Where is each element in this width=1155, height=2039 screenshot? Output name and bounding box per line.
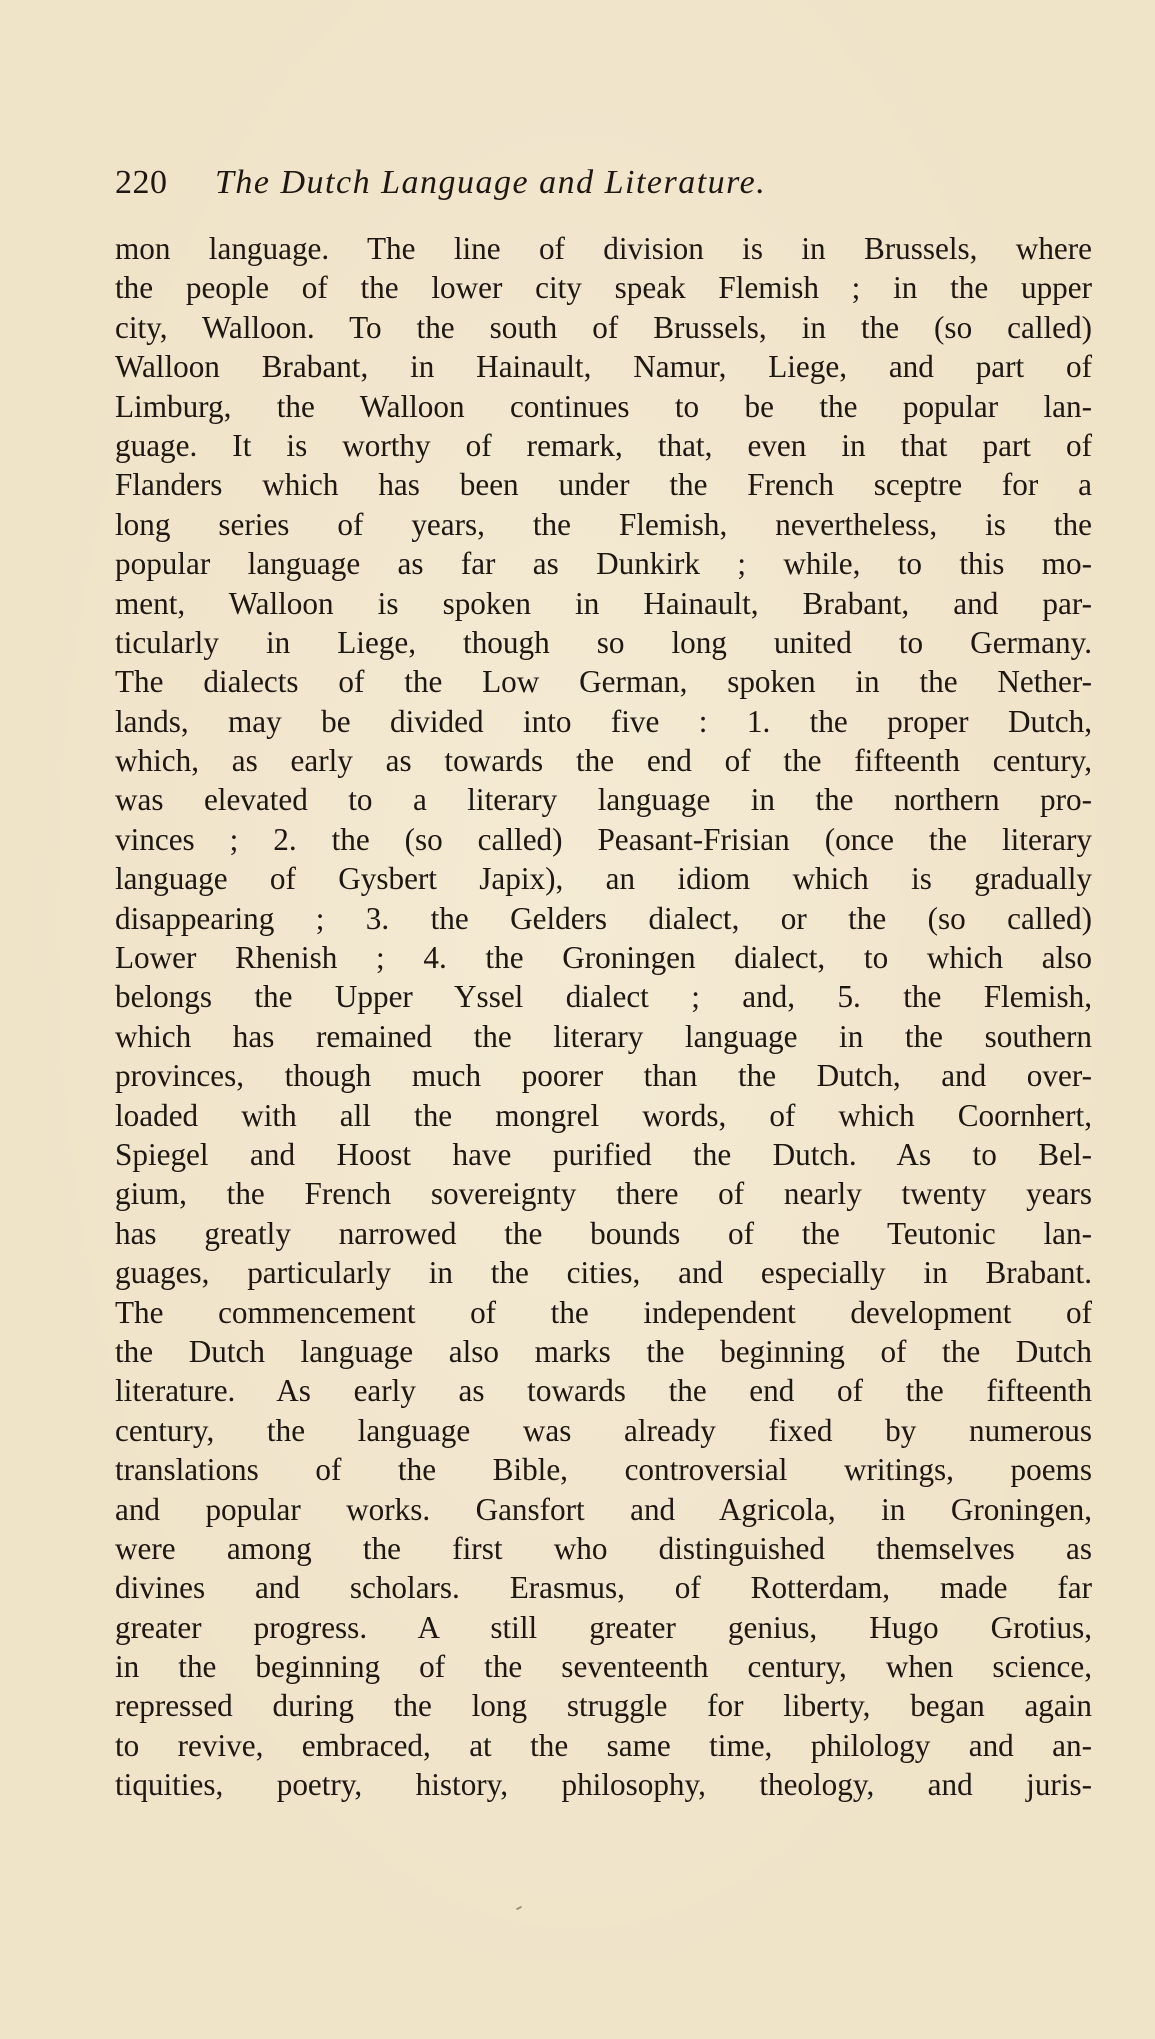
text-line: were among the first who distinguished themselves as xyxy=(115,1530,1092,1566)
text-line: Walloon Brabant, in Hainault, Namur, Liege, and part of xyxy=(115,349,1092,385)
text-line: to revive, embraced, at the same time, philology and an- xyxy=(115,1727,1092,1763)
text-line: vinces ; 2. the (so called) Peasant-Frisian (once the literary xyxy=(115,821,1092,857)
text-line: belongs the Upper Yssel dialect ; and, 5. the Flemish, xyxy=(115,979,1092,1015)
text-line: popular language as far as Dunkirk ; while, to this mo- xyxy=(115,546,1092,582)
text-line: mon language. The line of division is in Brussels, where xyxy=(115,231,1092,266)
text-line: century, the language was already fixed by numerous xyxy=(115,1412,1092,1448)
text-line: Flanders which has been under the French sceptre for a xyxy=(115,467,1092,503)
text-line: lands, may be divided into five : 1. the proper Dutch, xyxy=(115,703,1092,739)
text-line: tiquities, poetry, history, philosophy, theology, and juris- xyxy=(115,1767,1092,1803)
text-line: Spiegel and Hoost have purified the Dutch. As to Bel- xyxy=(115,1136,1092,1172)
text-line: guage. It is worthy of remark, that, even in that part of xyxy=(115,427,1092,463)
text-line: which has remained the literary language in the southern xyxy=(115,1018,1092,1054)
text-line: has greatly narrowed the bounds of the Teutonic lan- xyxy=(115,1215,1092,1251)
text-line: the people of the lower city speak Flemish ; in the upper xyxy=(115,270,1092,306)
text-line: gium, the French sovereignty there of nearly twenty years xyxy=(115,1176,1092,1212)
text-line: which, as early as towards the end of the fifteenth century, xyxy=(115,743,1092,779)
text-line: greater progress. A still greater genius, Hugo Grotius, xyxy=(115,1609,1092,1645)
text-line: the Dutch language also marks the beginning of the Dutch xyxy=(115,1333,1092,1369)
text-line: city, Walloon. To the south of Brussels, in the (so called) xyxy=(115,309,1092,345)
text-line: language of Gysbert Japix), an idiom which is gradually xyxy=(115,861,1092,897)
text-line: repressed during the long struggle for liberty, began again xyxy=(115,1688,1092,1724)
text-line: The commencement of the independent development of xyxy=(115,1294,1092,1330)
page-number: 220 xyxy=(115,164,168,201)
text-line: ment, Walloon is spoken in Hainault, Brabant, and par- xyxy=(115,585,1092,621)
body-text xyxy=(115,229,1092,1805)
text-line: loaded with all the mongrel words, of which Coornhert, xyxy=(115,1097,1092,1133)
text-line: Lower Rhenish ; 4. the Groningen dialect, to which also xyxy=(115,940,1092,976)
paper-speck xyxy=(516,1906,522,1910)
text-line: ticularly in Liege, though so long united to Germany. xyxy=(115,624,1092,660)
text-line: divines and scholars. Erasmus, of Rotterdam, made far xyxy=(115,1570,1092,1606)
text-line: translations of the Bible, controversial writings, poems xyxy=(115,1452,1092,1488)
text-line: long series of years, the Flemish, nevertheless, is the xyxy=(115,506,1092,542)
text-line: was elevated to a literary language in the northern pro- xyxy=(115,782,1092,818)
running-title: The Dutch Language and Literature. xyxy=(215,164,767,201)
text-line: provinces, though much poorer than the Dutch, and over- xyxy=(115,1058,1092,1094)
text-line: guages, particularly in the cities, and especially in Brabant. xyxy=(115,1255,1092,1291)
running-header xyxy=(115,162,945,204)
text-line: disappearing ; 3. the Gelders dialect, or the (so called) xyxy=(115,900,1092,936)
text-line: Limburg, the Walloon continues to be the popular lan- xyxy=(115,388,1092,424)
text-line: literature. As early as towards the end of the fifteenth xyxy=(115,1373,1092,1409)
text-line: and popular works. Gansfort and Agricola, in Groningen, xyxy=(115,1491,1092,1527)
text-line: The dialects of the Low German, spoken in the Nether- xyxy=(115,664,1092,700)
text-line: in the beginning of the seventeenth century, when science, xyxy=(115,1649,1092,1685)
